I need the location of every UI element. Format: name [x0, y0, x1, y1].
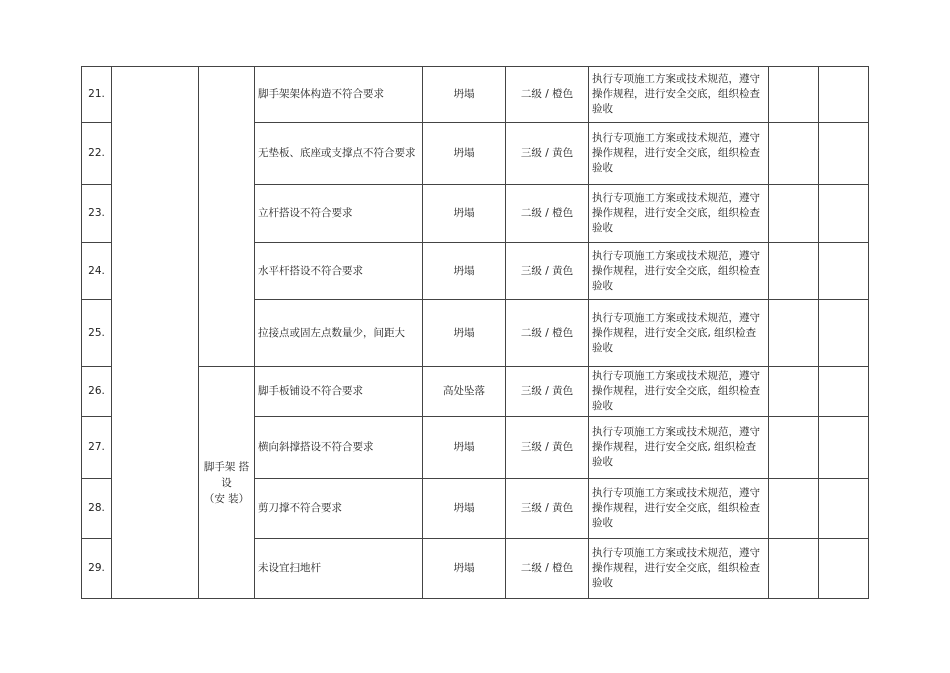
row-number: 22. — [82, 123, 112, 185]
hazard-item: 脚手板铺设不符合要求 — [255, 367, 423, 417]
accident-type: 坍塌 — [423, 300, 506, 367]
risk-level: 二级 / 橙色 — [506, 185, 589, 243]
row-number: 26. — [82, 367, 112, 417]
accident-type: 坍塌 — [423, 185, 506, 243]
blank-cell-b — [819, 367, 869, 417]
control-measure: 执行专项施工方案或技术规范，遵守操作规程，进行安全交底，组织检查验收 — [589, 67, 769, 123]
blank-cell-b — [819, 479, 869, 539]
risk-level: 二级 / 橙色 — [506, 539, 589, 599]
control-measure: 执行专项施工方案或技术规范，遵守操作规程，进行安全交底, 组织检查验收 — [589, 300, 769, 367]
blank-cell-a — [769, 123, 819, 185]
blank-cell-a — [769, 367, 819, 417]
row-number: 21. — [82, 67, 112, 123]
accident-type: 坍塌 — [423, 417, 506, 479]
hazard-item: 横向斜撑搭设不符合要求 — [255, 417, 423, 479]
accident-type: 坍塌 — [423, 539, 506, 599]
hazard-item: 无垫板、底座或支撑点不符合要求 — [255, 123, 423, 185]
control-measure: 执行专项施工方案或技术规范，遵守操作规程，进行安全交底，组织检查验收 — [589, 185, 769, 243]
hazard-item: 脚手架架体构造不符合要求 — [255, 67, 423, 123]
blank-cell-b — [819, 185, 869, 243]
control-measure: 执行专项施工方案或技术规范，遵守操作规程，进行安全交底, 组织检查验收 — [589, 417, 769, 479]
subgroup-line-2: （安 装） — [203, 492, 250, 505]
row-number: 27. — [82, 417, 112, 479]
control-measure: 执行专项施工方案或技术规范，遵守操作规程，进行安全交底，组织检查验收 — [589, 243, 769, 300]
accident-type: 坍塌 — [423, 479, 506, 539]
blank-cell-a — [769, 539, 819, 599]
blank-cell-a — [769, 67, 819, 123]
risk-level: 三级 / 黄色 — [506, 479, 589, 539]
risk-level: 三级 / 黄色 — [506, 417, 589, 479]
risk-level: 三级 / 黄色 — [506, 367, 589, 417]
blank-cell-b — [819, 300, 869, 367]
blank-cell-b — [819, 539, 869, 599]
control-measure: 执行专项施工方案或技术规范，遵守操作规程，进行安全交底，组织检查验收 — [589, 367, 769, 417]
hazard-item: 立杆搭设不符合要求 — [255, 185, 423, 243]
row-number: 29. — [82, 539, 112, 599]
risk-table — [81, 66, 869, 599]
subgroup-line-1: 脚手架 搭设 — [203, 460, 250, 489]
table-row — [82, 67, 869, 123]
risk-level: 三级 / 黄色 — [506, 123, 589, 185]
subgroup-label — [199, 367, 255, 599]
row-number: 25. — [82, 300, 112, 367]
hazard-item: 水平杆搭设不符合要求 — [255, 243, 423, 300]
hazard-item: 拉接点或固左点数量少，间距大 — [255, 300, 423, 367]
table-row — [82, 367, 869, 417]
risk-level: 三级 / 黄色 — [506, 243, 589, 300]
risk-level: 二级 / 橙色 — [506, 67, 589, 123]
control-measure: 执行专项施工方案或技术规范，遵守操作规程，进行安全交底，组织检查验收 — [589, 539, 769, 599]
blank-cell-b — [819, 243, 869, 300]
blank-cell-a — [769, 185, 819, 243]
row-number: 24. — [82, 243, 112, 300]
accident-type: 坍塌 — [423, 123, 506, 185]
blank-cell-a — [769, 417, 819, 479]
blank-cell-a — [769, 479, 819, 539]
subgroup-cell-empty — [199, 67, 255, 367]
blank-cell-b — [819, 67, 869, 123]
accident-type: 坍塌 — [423, 67, 506, 123]
hazard-item: 剪刀撑不符合要求 — [255, 479, 423, 539]
category-cell — [112, 67, 199, 599]
blank-cell-a — [769, 300, 819, 367]
control-measure: 执行专项施工方案或技术规范，遵守操作规程，进行安全交底，组织检查验收 — [589, 123, 769, 185]
control-measure: 执行专项施工方案或技术规范，遵守操作规程，进行安全交底，组织检查验收 — [589, 479, 769, 539]
blank-cell-b — [819, 417, 869, 479]
hazard-item: 未设宜扫地杆 — [255, 539, 423, 599]
accident-type: 高处坠落 — [423, 367, 506, 417]
blank-cell-a — [769, 243, 819, 300]
blank-cell-b — [819, 123, 869, 185]
row-number: 23. — [82, 185, 112, 243]
risk-level: 二级 / 橙色 — [506, 300, 589, 367]
row-number: 28. — [82, 479, 112, 539]
accident-type: 坍塌 — [423, 243, 506, 300]
